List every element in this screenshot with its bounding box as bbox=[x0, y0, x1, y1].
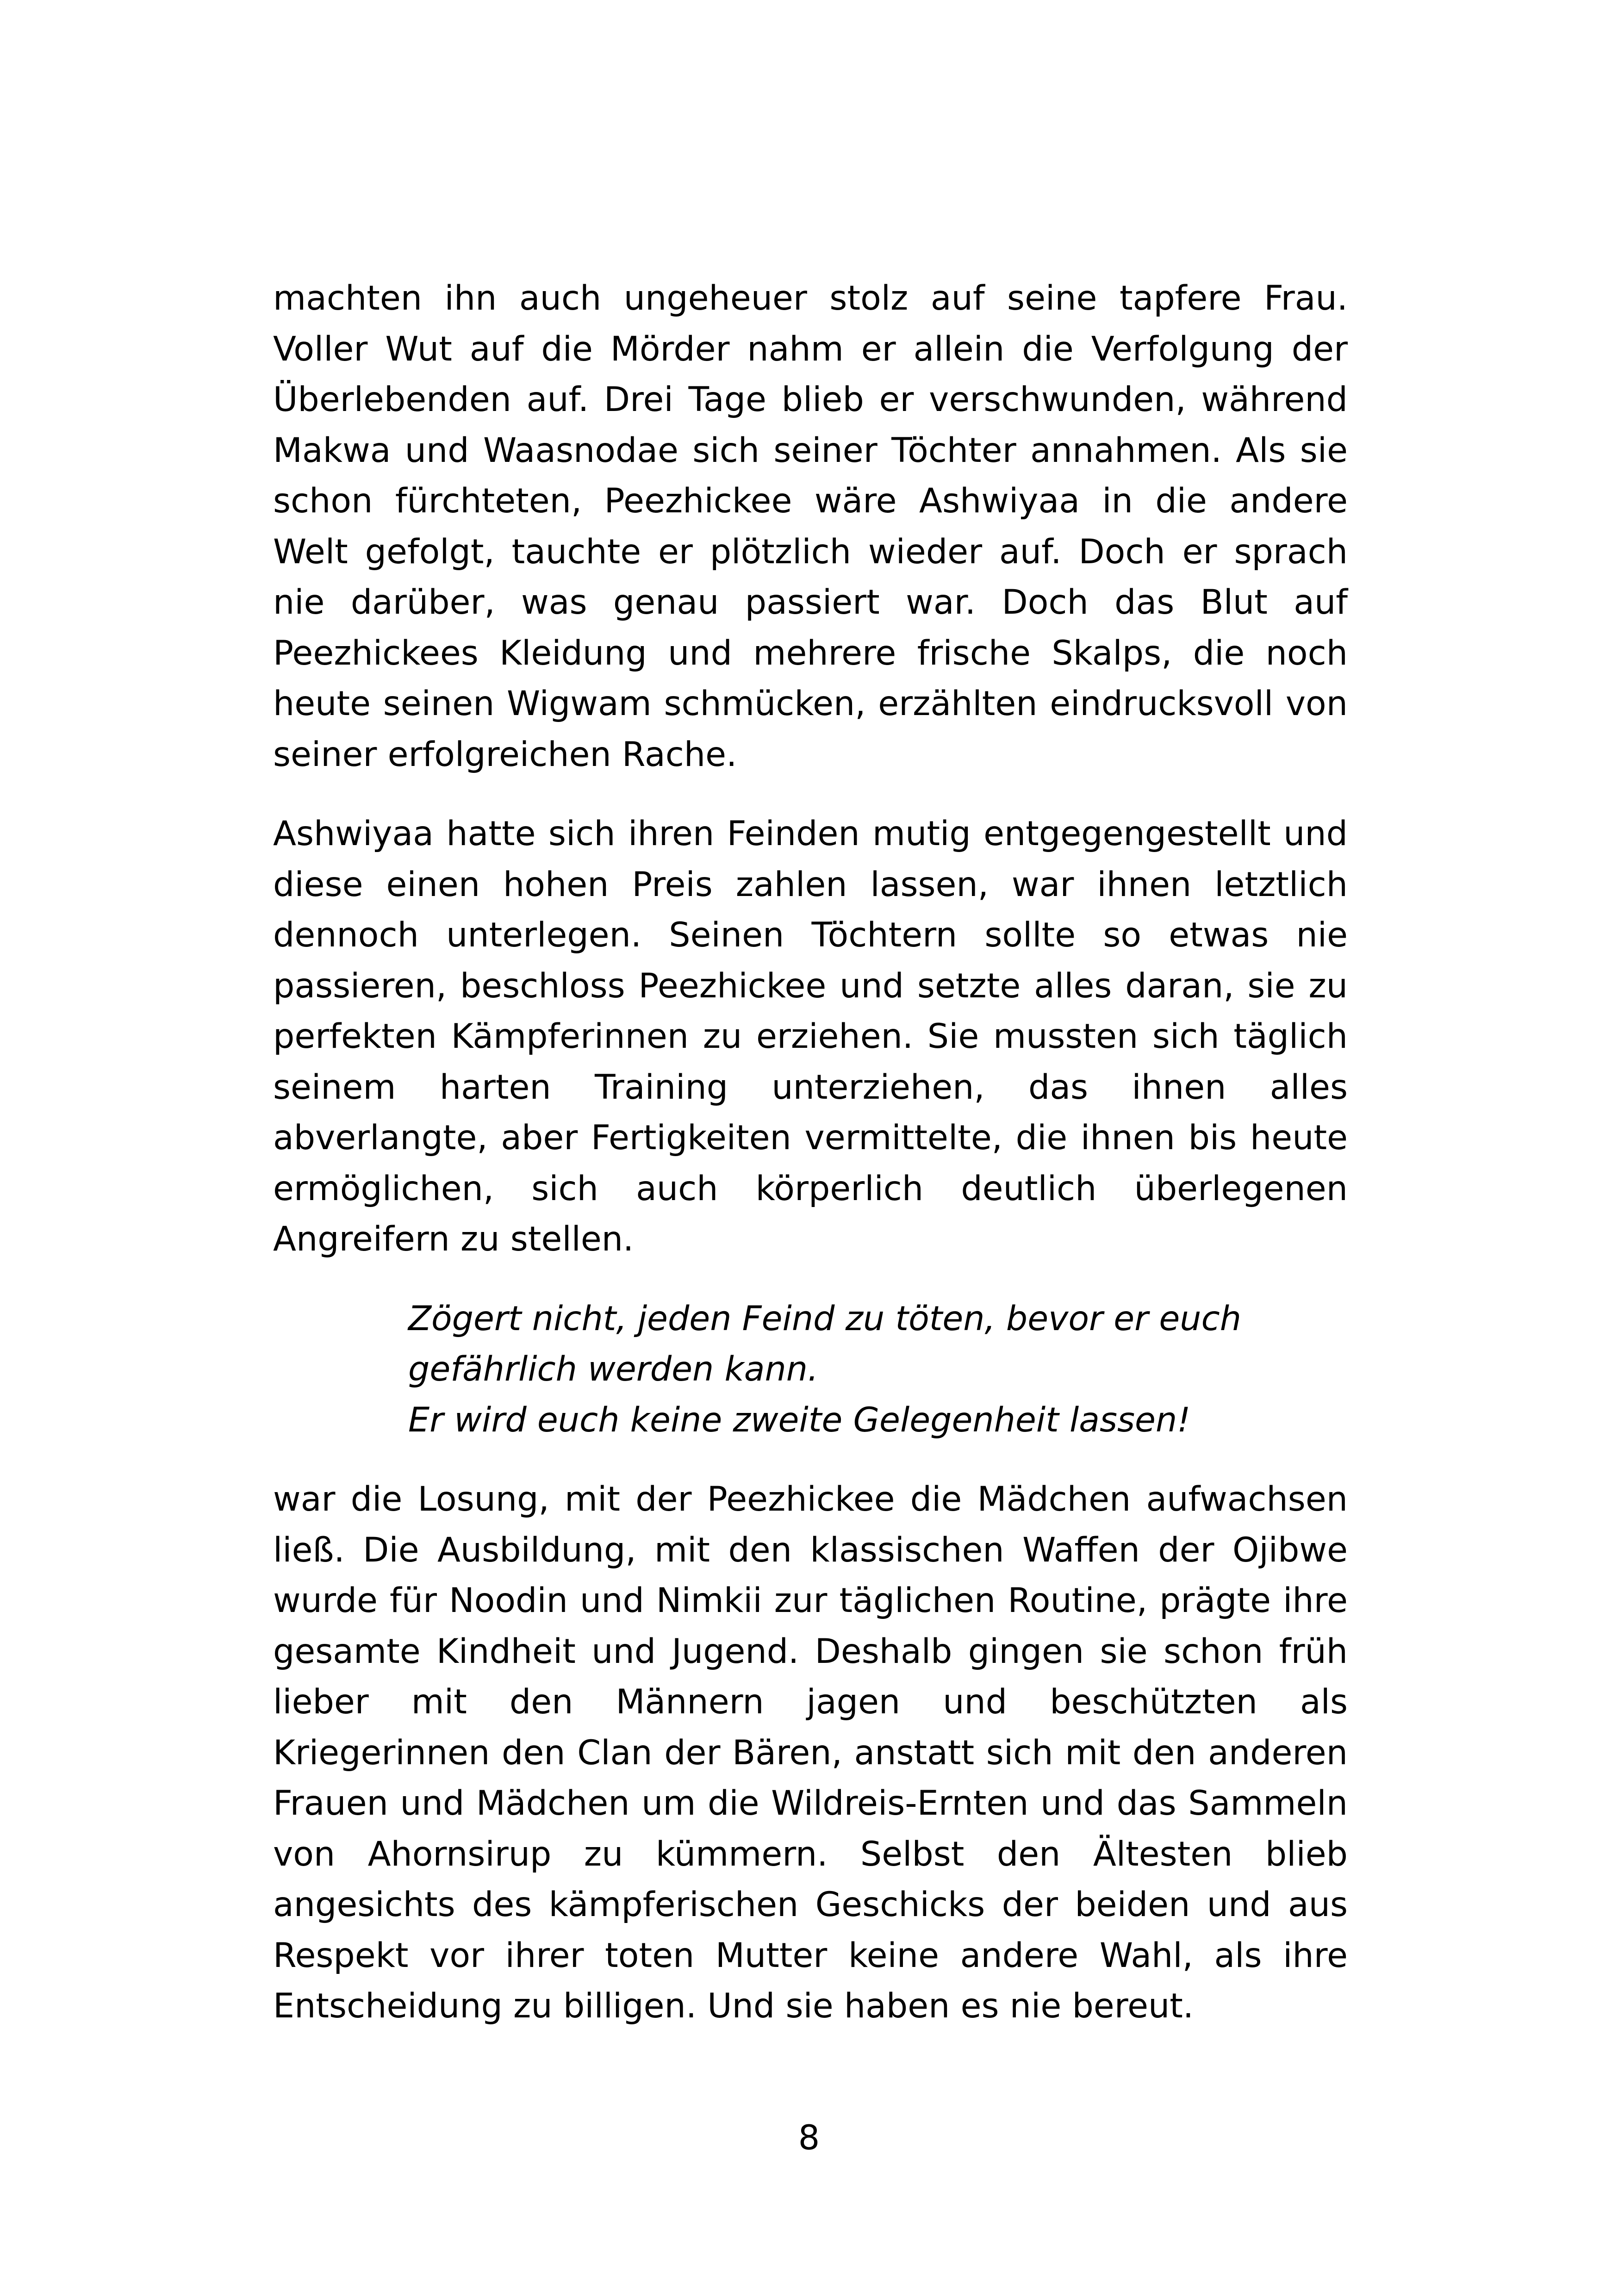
paragraph-2: Ashwiyaa hatte sich ihren Feinden mutig entgegengestellt und diese einen hohen Preis zahlen lassen, war ihnen letztlich dennoch unterlegen. Seinen Töchtern sollte so etwas nie passieren, beschloss Peezhickee und setzte alles daran, sie zu perfekten Kämpferinnen zu erziehen. Sie mussten sich täglich seinem harten Training unterziehen, das ihnen alles abverlangte, aber Fertigkeiten vermittelte, die ihnen bis heute ermöglichen, sich auch körperlich deutlich überlegenen Angreifern zu stellen. bbox=[273, 814, 1348, 1259]
paragraph-1: machten ihn auch ungeheuer stolz auf seine tapfere Frau. Voller Wut auf die Mörder nahm er allein die Verfolgung der Überlebenden auf. Drei Tage blieb er verschwunden, während Makwa und Waasnodae sich seiner Töchter annahmen. Als sie schon fürchteten, Peezhickee wäre Ashwiyaa in die andere Welt gefolgt, tauchte er plötzlich wieder auf. Doch er sprach nie darüber, was genau passiert war. Doch das Blut auf Peezhickees Kleidung und mehrere frische Skalps, die noch heute seinen Wigwam schmücken, erzählten eindrucksvoll von seiner erfolgreichen Rache. bbox=[273, 279, 1348, 774]
block-quote bbox=[408, 1294, 1348, 1446]
paragraph-3: war die Losung, mit der Peezhickee die Mädchen aufwachsen ließ. Die Ausbildung, mit den klassischen Waffen der Ojibwe wurde für Noodin und Nimkii zur täglichen Routine, prägte ihre gesamte Kindheit und Jugend. Deshalb gingen sie schon früh lieber mit den Männern jagen und beschützten als Kriegerinnen den Clan der Bären, anstatt sich mit den anderen Frauen und Mädchen um die Wildreis-Ernten und das Sammeln von Ahornsirup zu kümmern. Selbst den Ältesten blieb angesichts des kämpferischen Geschicks der beiden und aus Respekt vor ihrer toten Mutter keine andere Wahl, als ihre Entscheidung zu billigen. Und sie haben es nie bereut. bbox=[273, 1480, 1348, 2026]
page-number: 8 bbox=[798, 2118, 820, 2158]
quote-line-3: Er wird euch keine zweite Gelegenheit lassen! bbox=[408, 1400, 1191, 1440]
quote-line-1: Zögert nicht, jeden Feind zu töten, bevor er euch bbox=[408, 1299, 1241, 1338]
quote-line-2: gefährlich werden kann. bbox=[408, 1350, 819, 1389]
page-body bbox=[273, 273, 1348, 2032]
